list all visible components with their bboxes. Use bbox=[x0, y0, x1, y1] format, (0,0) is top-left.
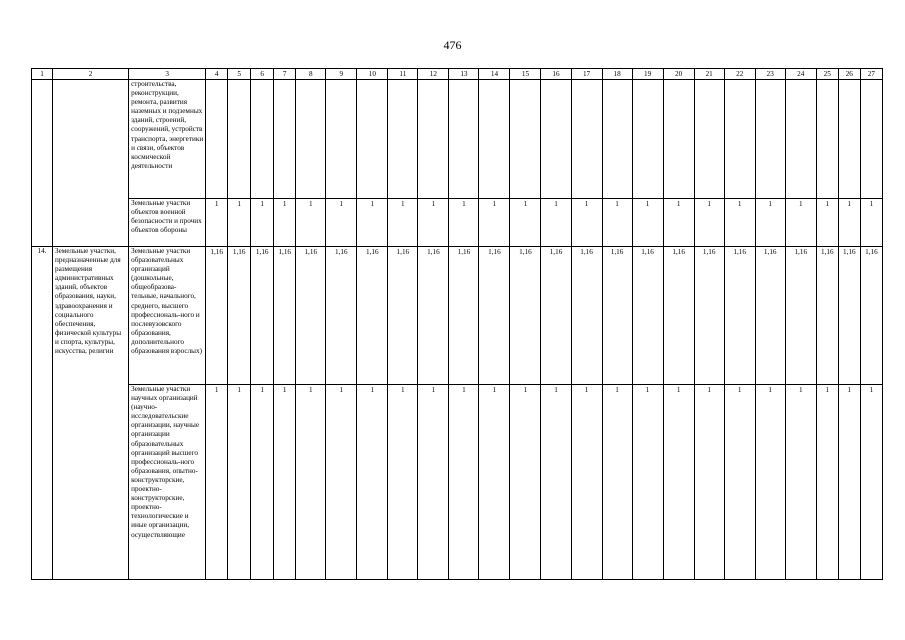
coefficient-cell: 1,16 bbox=[449, 247, 479, 385]
column-number: 27 bbox=[860, 69, 882, 80]
column-number: 24 bbox=[785, 69, 816, 80]
coefficient-cell: 1 bbox=[510, 385, 541, 580]
coefficient-cell: 1 bbox=[860, 199, 882, 247]
coefficient-cell: 1 bbox=[418, 199, 449, 247]
coefficient-cell: 1 bbox=[694, 199, 724, 247]
coefficient-cell: 1 bbox=[541, 199, 571, 247]
coefficient-cell bbox=[816, 80, 838, 199]
column-number: 23 bbox=[755, 69, 785, 80]
coefficient-cell bbox=[602, 80, 632, 199]
coefficient-cell: 1 bbox=[388, 385, 418, 580]
coefficient-cell bbox=[206, 80, 228, 199]
coefficient-cell: 1,16 bbox=[571, 247, 602, 385]
column-number: 15 bbox=[510, 69, 541, 80]
land-category: Земельные участки, предназначенные для размещения административных зданий, объектов образования, науки, здравоохранения и социального обеспечения, физической культуры и спорта, культуры, искусства, религии bbox=[53, 247, 129, 580]
coefficient-cell: 1 bbox=[602, 199, 632, 247]
coefficient-cell: 1 bbox=[418, 385, 449, 580]
coefficient-cell: 1 bbox=[755, 385, 785, 580]
coefficient-cell: 1,16 bbox=[206, 247, 228, 385]
coefficient-cell: 1 bbox=[632, 385, 663, 580]
coefficient-cell: 1 bbox=[326, 199, 357, 247]
coefficient-cell bbox=[860, 80, 882, 199]
column-number: 14 bbox=[479, 69, 510, 80]
coefficient-cell bbox=[251, 80, 274, 199]
row-number: 14. bbox=[32, 247, 53, 580]
column-number: 13 bbox=[449, 69, 479, 80]
coefficient-cell: 1 bbox=[274, 385, 296, 580]
coefficient-cell bbox=[694, 80, 724, 199]
coefficient-cell: 1 bbox=[479, 385, 510, 580]
coefficient-cell: 1 bbox=[510, 199, 541, 247]
coefficient-cell: 1 bbox=[838, 385, 860, 580]
coefficient-cell bbox=[724, 80, 755, 199]
coefficient-cell: 1,16 bbox=[755, 247, 785, 385]
coefficient-cell: 1 bbox=[785, 199, 816, 247]
coefficient-cell: 1 bbox=[602, 385, 632, 580]
coefficient-cell: 1,16 bbox=[357, 247, 388, 385]
column-number: 1 bbox=[32, 69, 53, 80]
coefficient-cell bbox=[228, 80, 251, 199]
column-number: 21 bbox=[694, 69, 724, 80]
land-subtype: Земельные участки образовательных организаций (дошкольные, общеобразова-тельные, начального, среднего, высшего профессиональ-ного и послевузовского образования, дополнительного образования взрослых) bbox=[129, 247, 206, 385]
coefficient-cell: 1,16 bbox=[785, 247, 816, 385]
coefficient-cell: 1 bbox=[357, 385, 388, 580]
coefficient-cell: 1 bbox=[296, 199, 326, 247]
table-row bbox=[32, 199, 883, 247]
coefficient-cell: 1 bbox=[785, 385, 816, 580]
coefficient-table bbox=[31, 68, 883, 580]
column-number: 19 bbox=[632, 69, 663, 80]
column-number: 26 bbox=[838, 69, 860, 80]
coefficient-cell: 1,16 bbox=[632, 247, 663, 385]
coefficient-cell bbox=[418, 80, 449, 199]
column-number: 17 bbox=[571, 69, 602, 80]
column-number: 2 bbox=[53, 69, 129, 80]
coefficient-cell: 1,16 bbox=[326, 247, 357, 385]
row-number bbox=[32, 80, 53, 247]
coefficient-cell: 1 bbox=[228, 385, 251, 580]
coefficient-cell: 1,16 bbox=[838, 247, 860, 385]
coefficient-cell: 1 bbox=[816, 199, 838, 247]
page-number: 476 bbox=[443, 38, 462, 52]
column-number: 4 bbox=[206, 69, 228, 80]
coefficient-cell bbox=[357, 80, 388, 199]
coefficient-cell bbox=[510, 80, 541, 199]
coefficient-cell bbox=[274, 80, 296, 199]
land-subtype: Земельные участки объектов военной безопасности и прочих объектов обороны bbox=[129, 199, 206, 247]
table-row bbox=[32, 80, 883, 199]
coefficient-cell: 1 bbox=[663, 385, 694, 580]
coefficient-cell: 1,16 bbox=[860, 247, 882, 385]
coefficient-cell: 1 bbox=[571, 385, 602, 580]
coefficient-cell: 1 bbox=[449, 199, 479, 247]
coefficient-cell: 1,16 bbox=[251, 247, 274, 385]
coefficient-cell: 1,16 bbox=[663, 247, 694, 385]
column-number: 16 bbox=[541, 69, 571, 80]
coefficient-cell: 1 bbox=[838, 199, 860, 247]
coefficient-cell: 1 bbox=[571, 199, 602, 247]
coefficient-cell: 1 bbox=[228, 199, 251, 247]
coefficient-cell: 1,16 bbox=[541, 247, 571, 385]
coefficient-cell bbox=[449, 80, 479, 199]
column-number: 3 bbox=[129, 69, 206, 80]
coefficient-cell: 1 bbox=[663, 199, 694, 247]
coefficient-cell: 1 bbox=[274, 199, 296, 247]
land-subtype: строительства, реконструкции, ремонта, развития наземных и подземных зданий, строений, сооружений, устройств транспорта, энергетики и связи, объектов космической деятельности bbox=[129, 80, 206, 199]
coefficient-cell: 1,16 bbox=[274, 247, 296, 385]
coefficient-cell: 1 bbox=[694, 385, 724, 580]
coefficient-cell: 1,16 bbox=[479, 247, 510, 385]
coefficient-cell: 1 bbox=[296, 385, 326, 580]
coefficient-cell: 1 bbox=[541, 385, 571, 580]
coefficient-cell: 1 bbox=[724, 385, 755, 580]
column-number: 25 bbox=[816, 69, 838, 80]
coefficient-cell bbox=[541, 80, 571, 199]
coefficient-cell: 1 bbox=[206, 199, 228, 247]
coefficient-cell: 1 bbox=[632, 199, 663, 247]
coefficient-cell: 1 bbox=[860, 385, 882, 580]
coefficient-cell: 1,16 bbox=[816, 247, 838, 385]
coefficient-cell: 1 bbox=[326, 385, 357, 580]
column-number: 12 bbox=[418, 69, 449, 80]
column-number: 10 bbox=[357, 69, 388, 80]
coefficient-cell bbox=[388, 80, 418, 199]
column-number-row bbox=[32, 69, 883, 80]
coefficient-cell: 1 bbox=[251, 199, 274, 247]
coefficient-cell: 1 bbox=[251, 385, 274, 580]
column-number: 8 bbox=[296, 69, 326, 80]
coefficient-cell: 1,16 bbox=[228, 247, 251, 385]
column-number: 18 bbox=[602, 69, 632, 80]
coefficient-cell: 1,16 bbox=[296, 247, 326, 385]
coefficient-cell: 1 bbox=[479, 199, 510, 247]
coefficient-cell: 1,16 bbox=[418, 247, 449, 385]
coefficient-cell: 1 bbox=[816, 385, 838, 580]
column-number: 5 bbox=[228, 69, 251, 80]
coefficient-cell: 1 bbox=[755, 199, 785, 247]
column-number: 6 bbox=[251, 69, 274, 80]
coefficient-cell: 1 bbox=[388, 199, 418, 247]
table-row bbox=[32, 385, 883, 580]
coefficient-cell bbox=[632, 80, 663, 199]
coefficient-cell: 1 bbox=[449, 385, 479, 580]
column-number: 7 bbox=[274, 69, 296, 80]
coefficient-cell: 1,16 bbox=[602, 247, 632, 385]
coefficient-cell bbox=[838, 80, 860, 199]
coefficient-cell bbox=[755, 80, 785, 199]
column-number: 20 bbox=[663, 69, 694, 80]
coefficient-cell: 1,16 bbox=[694, 247, 724, 385]
coefficient-cell bbox=[571, 80, 602, 199]
coefficient-cell: 1,16 bbox=[724, 247, 755, 385]
coefficient-cell: 1 bbox=[206, 385, 228, 580]
coefficient-cell: 1,16 bbox=[388, 247, 418, 385]
coefficient-cell: 1,16 bbox=[510, 247, 541, 385]
coefficient-cell bbox=[326, 80, 357, 199]
table-row bbox=[32, 247, 883, 385]
coefficient-cell: 1 bbox=[357, 199, 388, 247]
coefficient-cell bbox=[296, 80, 326, 199]
column-number: 22 bbox=[724, 69, 755, 80]
coefficient-cell bbox=[785, 80, 816, 199]
coefficient-cell: 1 bbox=[724, 199, 755, 247]
column-number: 9 bbox=[326, 69, 357, 80]
column-number: 11 bbox=[388, 69, 418, 80]
coefficient-cell bbox=[663, 80, 694, 199]
coefficient-cell bbox=[479, 80, 510, 199]
land-category bbox=[53, 80, 129, 247]
land-subtype: Земельные участки научных организаций (научно-исследовательские организации, научные организации образовательных организаций высшего профессиональ-ного образования, опытно-конструкторские, проектно-конструкторские, проектно-технологические и иные организации, осуществляющие bbox=[129, 385, 206, 580]
